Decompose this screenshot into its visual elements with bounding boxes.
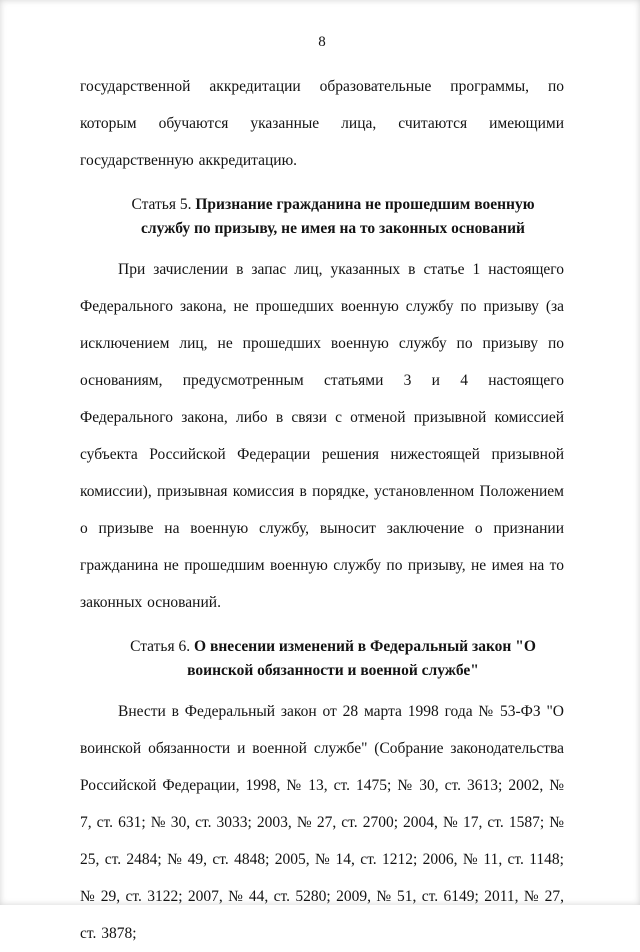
paragraph-continuation: государственной аккредитации образовательные программы, по которым обучаются указанные лица, считаются имеющими государственную аккредитацию. <box>80 78 564 169</box>
article-5-label: Статья 5. <box>131 196 196 213</box>
article-6-body: Внести в Федеральный закон от 28 марта 1998 года № 53-ФЗ "О воинской обязанности и военной службе" (Собрание законодательства Российской Федерации, 1998, № 13, ст. 1475; № 30, ст. 3613; 2002, № 7, ст. 631; № 30, ст. 3033; 2003, № 27, ст. 2700; 2004, № 17, ст. 1587; № 25, ст. 2484; № 49, ст. 4848; 2005, № 14, ст. 1212; 2006, № 11, ст. 1148; № 29, ст. 3122; 2007, № 44, ст. 5280; 2009, № 51, ст. 6149; 2011, № 27, ст. 3878; <box>80 703 564 942</box>
article-6-label: Статья 6. <box>130 638 195 655</box>
article-6-title: О внесении изменений в Федеральный закон "О воинской обязанности и военной службе" <box>187 638 536 679</box>
article-5-heading <box>116 193 550 241</box>
article-6-heading <box>116 635 550 683</box>
page-number: 8 <box>318 34 326 50</box>
article-5-title: Признание гражданина не прошедшим военную службу по призыву, не имея на то законных оснований <box>141 196 535 237</box>
article-5-body: При зачислении в запас лиц, указанных в статье 1 настоящего Федерального закона, не прошедших военную службу по призыву (за исключением лиц, не прошедших военную службу по призыву по основаниям, предусмотренным статьями 3 и 4 настоящего Федерального закона, либо в связи с отменой призывной комиссией субъекта Российской Федерации решения нижестоящей призывной комиссии), призывная комиссия в порядке, установленном Положением о призыве на военную службу, выносит заключение о признании гражданина не прошедшим военную службу по призыву, не имея на то законных оснований. <box>80 261 564 611</box>
